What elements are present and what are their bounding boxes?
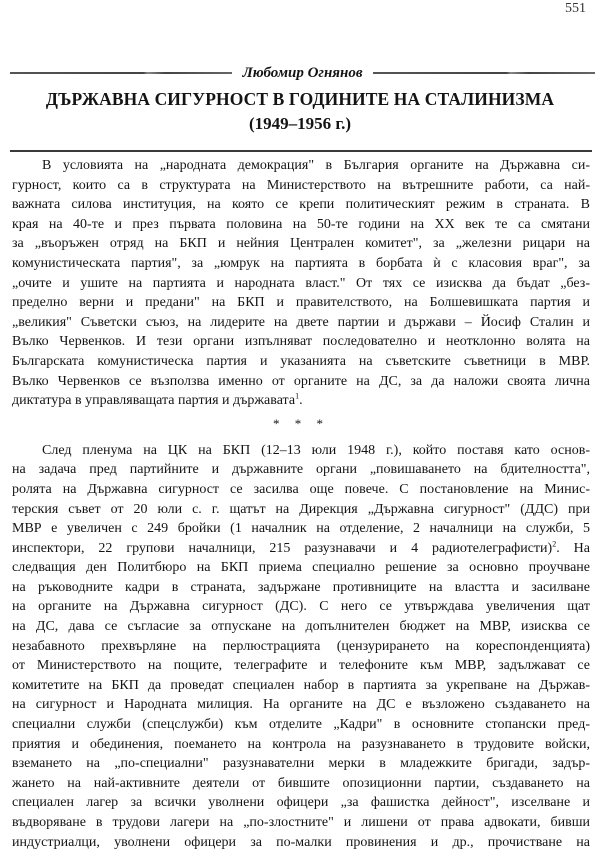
text-line: комунистическата партия", за „юмрук на партията в борбата ѝ с класовия враг", за — [12, 255, 590, 271]
text-line: диктатура в управляващата партия и държавата — [12, 393, 296, 409]
article-body — [12, 156, 590, 852]
text-line: индустриалци, уволнени офицери за по-малки провинения и др., прочистване на — [12, 834, 590, 850]
text-line: След пленума на ЦК на БКП (12–13 юли 1948 г.), който поставя като основ- — [42, 442, 590, 458]
text-line: жането на най-активните деятели от бившите опозиционни партии, създаването на — [12, 775, 590, 791]
text-line: края на 40-те и през първата половина на 50-те години на XX век те са смятани — [12, 216, 590, 232]
text-line: въдворяване в трудови лагери на „по-злостните" и лишени от права адвокати, бивши — [12, 815, 590, 830]
text-line: на ръководните кадри в страната, задържане противниците на властта и засилване — [12, 579, 590, 595]
text-line-last — [12, 391, 590, 411]
text-line: ролята на Държавна сигурност се засилва още повече. С постановление на Минис- — [12, 481, 590, 497]
text-line: Вълко Червенков. И тези органи изпълняват последователно и неотклонно волята на — [12, 334, 590, 350]
text-line: инспектори, 22 групови началници, 215 разузнавачи и 4 радиотелеграфисти) — [12, 540, 553, 556]
text-line: незабавното прехвърляне на перлюстрацията (цензурирането на кореспонденцията) — [12, 638, 590, 654]
text-line: приятия и обединения, поемането на контрола на разузнаването в трудовите войски, — [12, 736, 590, 752]
footnote-ref[interactable]: 1 — [295, 391, 300, 401]
text-line: специален лагер за всички уволнени офицери „за фашистка дейност", изселване и — [12, 795, 590, 811]
text-line: на сигурност и Народната милиция. На органите на ДС е възложено създаването на — [12, 697, 590, 713]
text-line: на задача пред партийните и държавните органи „повишаването на бдителността", — [12, 462, 590, 478]
text-line-with-footnote — [12, 539, 590, 559]
author-name: Любомир Огнянов — [242, 64, 363, 81]
text-line: Българската комунистическа партия и указанията на съветските съветници в МВР. — [12, 353, 590, 369]
text-line: В условията на „народната демокрация" в България органите на Държавна си- — [42, 158, 590, 173]
author-rule-left — [10, 72, 232, 74]
section-separator: * * * — [273, 415, 329, 431]
text-line: на ДС, дава се съгласие за отпускане на допълнителен бюджет на МВР, изисква се — [12, 619, 590, 635]
text-line: пределно верни и предани" на БКП и правителството, на Болшевишката партия и — [12, 295, 590, 311]
article-subtitle: (1949–1956 г.) — [248, 114, 352, 133]
text-line: „очите и ушите на партията и народната власт." От тях се изисква да бъдат „без- — [12, 275, 590, 291]
text-line: от Министерството на пощите, телеграфите и телефоните към МВР, задължават се — [12, 658, 590, 674]
footnote-ref[interactable]: 2 — [552, 539, 557, 549]
text-line: следващия ден Политбюро на БКП приема специално решение за основно проучване — [12, 560, 590, 576]
text-line: вземането на „по-специални" разузнавателни мерки в младежките бригади, задър- — [12, 756, 590, 772]
author-header — [10, 62, 595, 84]
title-divider — [10, 150, 592, 152]
paragraph-2 — [12, 441, 590, 852]
text-line: специални служби (спецслужби) към отделите „Кадри" в основните стопански пред- — [12, 717, 590, 733]
paragraph-1 — [12, 156, 590, 411]
text-line-end: . — [299, 393, 303, 409]
text-line: Вълко Червенков се възползва именно от органите на ДС, за да наложи своята лична — [12, 373, 590, 389]
text-line: „великия" Съветски съюз, на лидерите на двете партии и държави – Йосиф Сталин и — [12, 314, 590, 330]
text-line: важната силова институция, на която се крепи политическият режим в страната. В — [12, 197, 590, 213]
text-line: гурност, които са в структурата на Министерството на вътрешните работи, са най- — [12, 177, 590, 193]
text-line: МВР е увеличен с 249 бройки (1 началник на отделение, 2 началници на служби, 5 — [12, 521, 590, 537]
author-rule-right — [373, 72, 595, 74]
text-line: терския съвет от 20 юли с. г. щатът на Дирекция „Държавна сигурност" (ДДС) при — [12, 501, 590, 517]
text-line: за „въоръжен отряд на БКП и нейния Централен комитет", за „железни рицари на — [12, 236, 590, 252]
article-title: ДЪРЖАВНА СИГУРНОСТ В ГОДИНИТЕ НА СТАЛИНИЗМА — [45, 89, 555, 109]
page-number: 551 — [565, 1, 586, 16]
text-line-end: . На — [556, 540, 590, 556]
text-line: на органите на Държавна сигурност (ДС). С него се утвърждава увеличения щат — [12, 599, 590, 615]
text-line: комитетите на БКП да проведат специален набор в партията за укрепване на Държав- — [12, 677, 590, 693]
